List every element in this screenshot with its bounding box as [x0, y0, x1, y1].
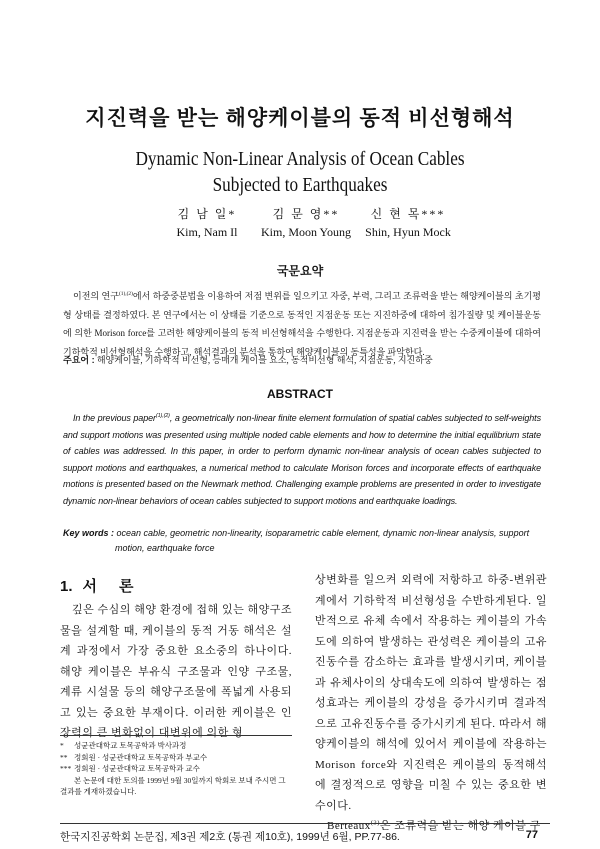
footnote-4-text: 본 논문에 대한 토의를 1999년 9월 30일까지 학회로 보내 주시면 그 결과를 게재하겠습니다.	[60, 775, 286, 796]
footnotes	[60, 740, 292, 798]
english-abstract	[63, 410, 541, 510]
title-english-line-2: Subjected to Earthquakes	[212, 174, 388, 196]
journal-citation-footer: 한국지진공학회 논문집, 제3권 제2호 (통권 제10호), 1999년 6월, PP.77-86.	[60, 831, 400, 843]
section-title-word-2: 론	[119, 578, 134, 595]
footnote-2-mark: **	[60, 752, 68, 762]
korean-abstract-citation: (1),(2)	[118, 291, 133, 297]
author-1-english-name: Kim, Nam Il	[176, 225, 238, 239]
footnote-1-text: 성균관대학교 토목공학과 박사과정	[74, 741, 187, 750]
author-3-english-name: Shin, Hyun Mock	[365, 225, 451, 239]
korean-keywords	[63, 353, 541, 366]
english-keywords	[63, 526, 541, 556]
footnote-3-mark: ***	[60, 764, 72, 773]
korean-keywords-text: 해양케이블, 기하학적 비선형, 등매개 케이블 요소, 동적비선형 해석, 지점운동, 지진하중	[96, 355, 433, 365]
english-keywords-label: Key words :	[63, 528, 115, 538]
footnote-1	[60, 740, 292, 752]
author-3-korean-name: 신 현 목***	[370, 207, 446, 221]
korean-abstract-text-rest: 에서 하중중분법을 이용하여 저점 변위를 일으키고 자중, 부력, 그리고 조류력을 받는 해양케이블의 초기평형 상태를 결정하였다. 본 연구에서는 이 상태를 기준으로 동적인 지점운동 또는 지진하중에 대하여 침가질량 및 케이블운동에 의한 Morison force를 고려한 해양케이블의 동적 비선형해석을 수행한다. 지점운동과 지진력을 받는 수중케이블에 대하여 기하학적 비선형해석을 수행하고, 해석결과의 분석을 통하여 해양케이블의 동특성을 파악한다.	[63, 291, 541, 357]
english-keywords-line-2: motion, earthquake force	[115, 543, 215, 553]
footnote-3-text: 정회원 · 성균관대학교 토목공학과 교수	[74, 764, 200, 773]
author-1-korean-name: 김 남 일*	[177, 207, 237, 221]
english-abstract-text-rest: , a geometrically non-linear finite element formulation of spatial cables subjected to self-weights and support motions was presented using multiple noded cable elements and how to determine the initial equilibrium state of cables was addressed. In this paper, in order to perform dynamic non-linear analysis of ocean cables subjected to support motions and earthquakes, a numerical method to calculate Morison forces and incorporate effects of earthquake motions is presented based on the Newmark method. Challenging example problems are presented in order to investigate dynamic non-linear behaviors of ocean cables subjected to support motions and earthquake loadings.	[63, 413, 541, 506]
footnote-2-text: 정회원 · 성균관대학교 토목공학과 부교수	[74, 752, 208, 762]
body-right-paragraph-2-text: 은 조류력을 받는 해양 케이블 구	[379, 820, 541, 832]
title-korean: 지진력을 받는 해양케이블의 동적 비선형해석	[85, 106, 515, 130]
english-abstract-heading: ABSTRACT	[267, 387, 333, 401]
footer-divider	[60, 823, 550, 824]
korean-abstract-heading: 국문요약	[276, 264, 324, 278]
page-number: 77	[525, 829, 538, 841]
footnote-divider	[60, 735, 292, 736]
korean-keywords-label: 주요어 :	[63, 355, 95, 365]
korean-abstract-text-start: 이전의 연구	[73, 291, 119, 301]
body-left-column: 깊은 수심의 해양 환경에 접해 있는 해양구조물을 설계할 때, 케이블의 동적 거동 해석은 설계 과정에서 가장 중요한 요소중의 하나이다. 해양 케이블은 부유식 구조물과 인양 구조물, 계류 시설물 등의 해양구조물에 폭넓게 사용되고 있는 중요한 부재이다. 이러한 케이블은 인장력의 큰 변화없이 대변위에 의한 형	[60, 604, 292, 739]
footnote-3	[60, 763, 292, 775]
author-2-korean-name: 김 문 영**	[272, 207, 340, 221]
author-2-english-name: Kim, Moon Young	[260, 225, 352, 239]
title-english-line-1: Dynamic Non-Linear Analysis of Ocean Cables	[135, 148, 465, 170]
body-right-paragraph-1: 상변화를 일으켜 외력에 저항하고 하중-변위관계에서 기하학적 비선형성을 수반하게된다. 일반적으로 유체 속에서 작용하는 케이블의 가속도에 의하여 발생하는 관성력은 케이블의 고유진동수를 감소하는 효과를 발생시키며, 케이블과 유체사이의 상대속도에 의하여 발생하는 점성효과는 케이블의 강성을 증가시키며 결과적으로 고유진동수를 증가시키게 된다. 따라서 해양케이블의 해석에 있어서 케이블에 작용하는 Morison force와 지진력은 케이블의 동적해석에 결정적으로 영향을 미칠 수 있는 중요한 변수이다.	[315, 574, 547, 812]
section-number: 1.	[60, 578, 73, 595]
body-right-column	[315, 570, 547, 837]
english-abstract-citation: (1),(2)	[155, 413, 170, 419]
footnote-1-mark: *	[60, 741, 64, 750]
english-keywords-line-1: ocean cable, geometric non-linearity, isoparametric cable element, dynamic non-linear analysis, support	[116, 528, 530, 538]
section-title-word-1: 서	[82, 578, 98, 595]
author-3	[338, 205, 478, 240]
cited-author-name: Berteaux	[327, 820, 371, 832]
korean-abstract	[63, 287, 541, 361]
footnote-2	[60, 752, 292, 764]
body-citation: (3)	[370, 819, 380, 827]
english-abstract-text-start: In the previous paper	[73, 413, 156, 423]
footnote-4	[60, 775, 292, 798]
section-heading-introduction	[60, 575, 134, 596]
